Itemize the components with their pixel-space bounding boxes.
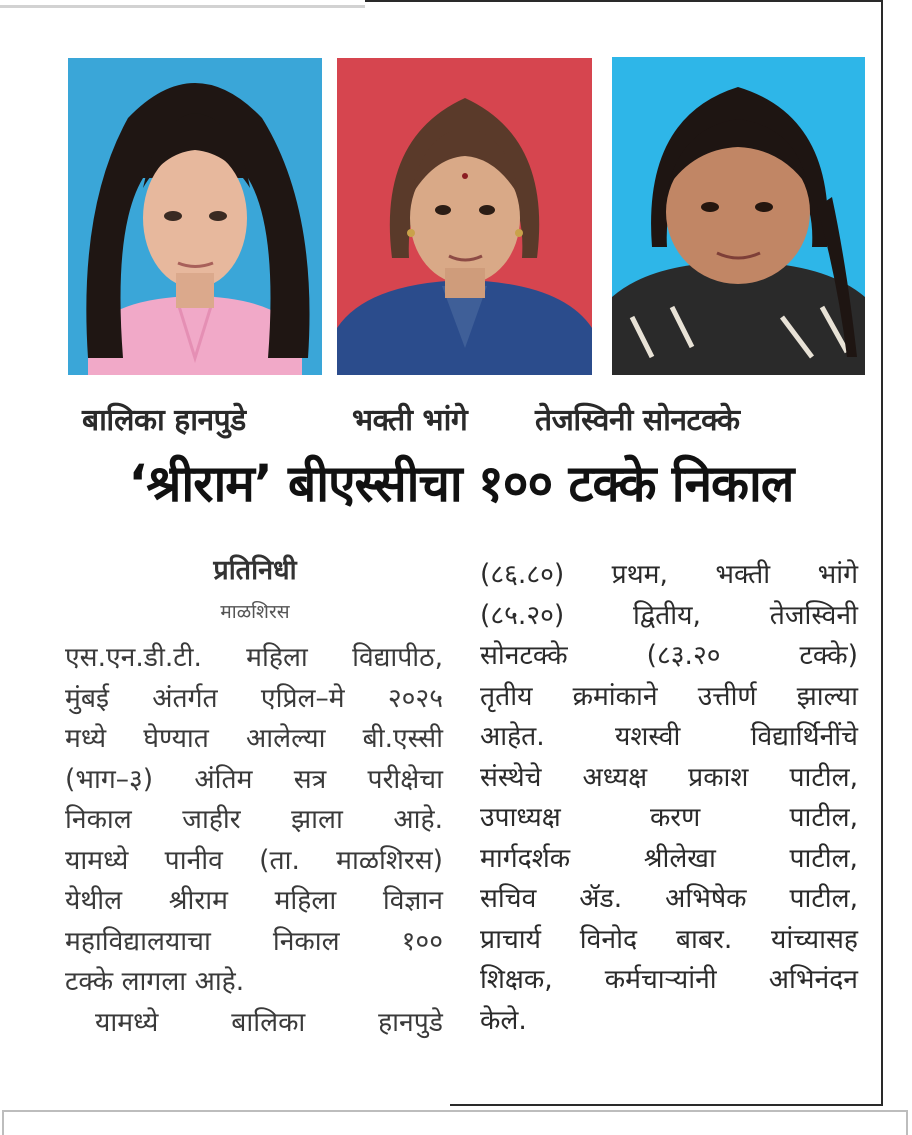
- left-line: निकाल जाहीर झाला आहे.: [65, 804, 443, 835]
- left-line: मुंबई अंतर्गत एप्रिल–मे २०२५: [65, 682, 443, 714]
- next-article-box: [2, 1110, 908, 1135]
- dateline: माळशिरस: [220, 601, 290, 623]
- top-left-rule: [0, 5, 365, 8]
- top-right-rule: [365, 0, 883, 2]
- left-line: येथील श्रीराम महिला विज्ञान: [65, 885, 443, 916]
- photo-bhakti-bhange: [337, 58, 592, 375]
- left-line: एस.एन.डी.टी. महिला विद्यापीठ,: [65, 642, 443, 673]
- right-line: सोनटक्के (८३.२० टक्के): [480, 640, 858, 671]
- right-line: (८६.८०) प्रथम, भक्ती भांगे: [480, 559, 858, 590]
- right-line: उपाध्यक्ष करण पाटील,: [480, 802, 858, 833]
- left-line: (भाग–३) अंतिम सत्र परीक्षेचा: [65, 763, 443, 795]
- left-line: टक्के लागला आहे.: [65, 966, 245, 997]
- right-column: [480, 555, 858, 1041]
- right-line: मार्गदर्शक श्रीलेखा पाटील,: [480, 842, 858, 874]
- left-line: महाविद्यालयाचा निकाल १००: [65, 925, 443, 957]
- right-line: (८५.२०) द्वितीय, तेजस्विनी: [480, 599, 858, 631]
- photo-balika-hanpude: [68, 58, 322, 375]
- right-line: संस्थेचे अध्यक्ष प्रकाश पाटील,: [480, 761, 858, 793]
- right-line: केले.: [480, 1004, 527, 1036]
- headline: ‘श्रीराम’ बीएस्सीचा १०० टक्के निकाल: [128, 455, 794, 514]
- left-line: यामध्ये पानीव (ता. माळशिरस): [65, 844, 443, 876]
- right-line: तृतीय क्रमांकाने उत्तीर्ण झाल्या: [480, 680, 858, 712]
- right-line: प्राचार्य विनोद बाबर. यांच्यासह: [480, 923, 858, 955]
- right-rule: [881, 0, 883, 1106]
- left-line: यामध्ये बालिका हानपुडे: [95, 1006, 443, 1038]
- left-column: [65, 638, 443, 1043]
- right-line: आहेत. यशस्वी विद्यार्थिनींचे: [480, 721, 858, 752]
- caption-2: भक्ती भांगे: [352, 403, 468, 438]
- right-line: शिक्षक, कर्मचाऱ्यांनी अभिनंदन: [480, 964, 858, 995]
- caption-3: तेजस्विनी सोनटक्के: [535, 403, 740, 438]
- caption-1: बालिका हानपुडे: [82, 403, 246, 438]
- left-line: मध्ये घेण्यात आलेल्या बी.एस्सी: [65, 723, 443, 754]
- photo-tejaswini-sontakke: [612, 57, 865, 375]
- right-line: सचिव ॲड. अभिषेक पाटील,: [480, 883, 858, 914]
- byline: प्रतिनिधी: [213, 555, 297, 586]
- bottom-right-rule: [450, 1104, 883, 1106]
